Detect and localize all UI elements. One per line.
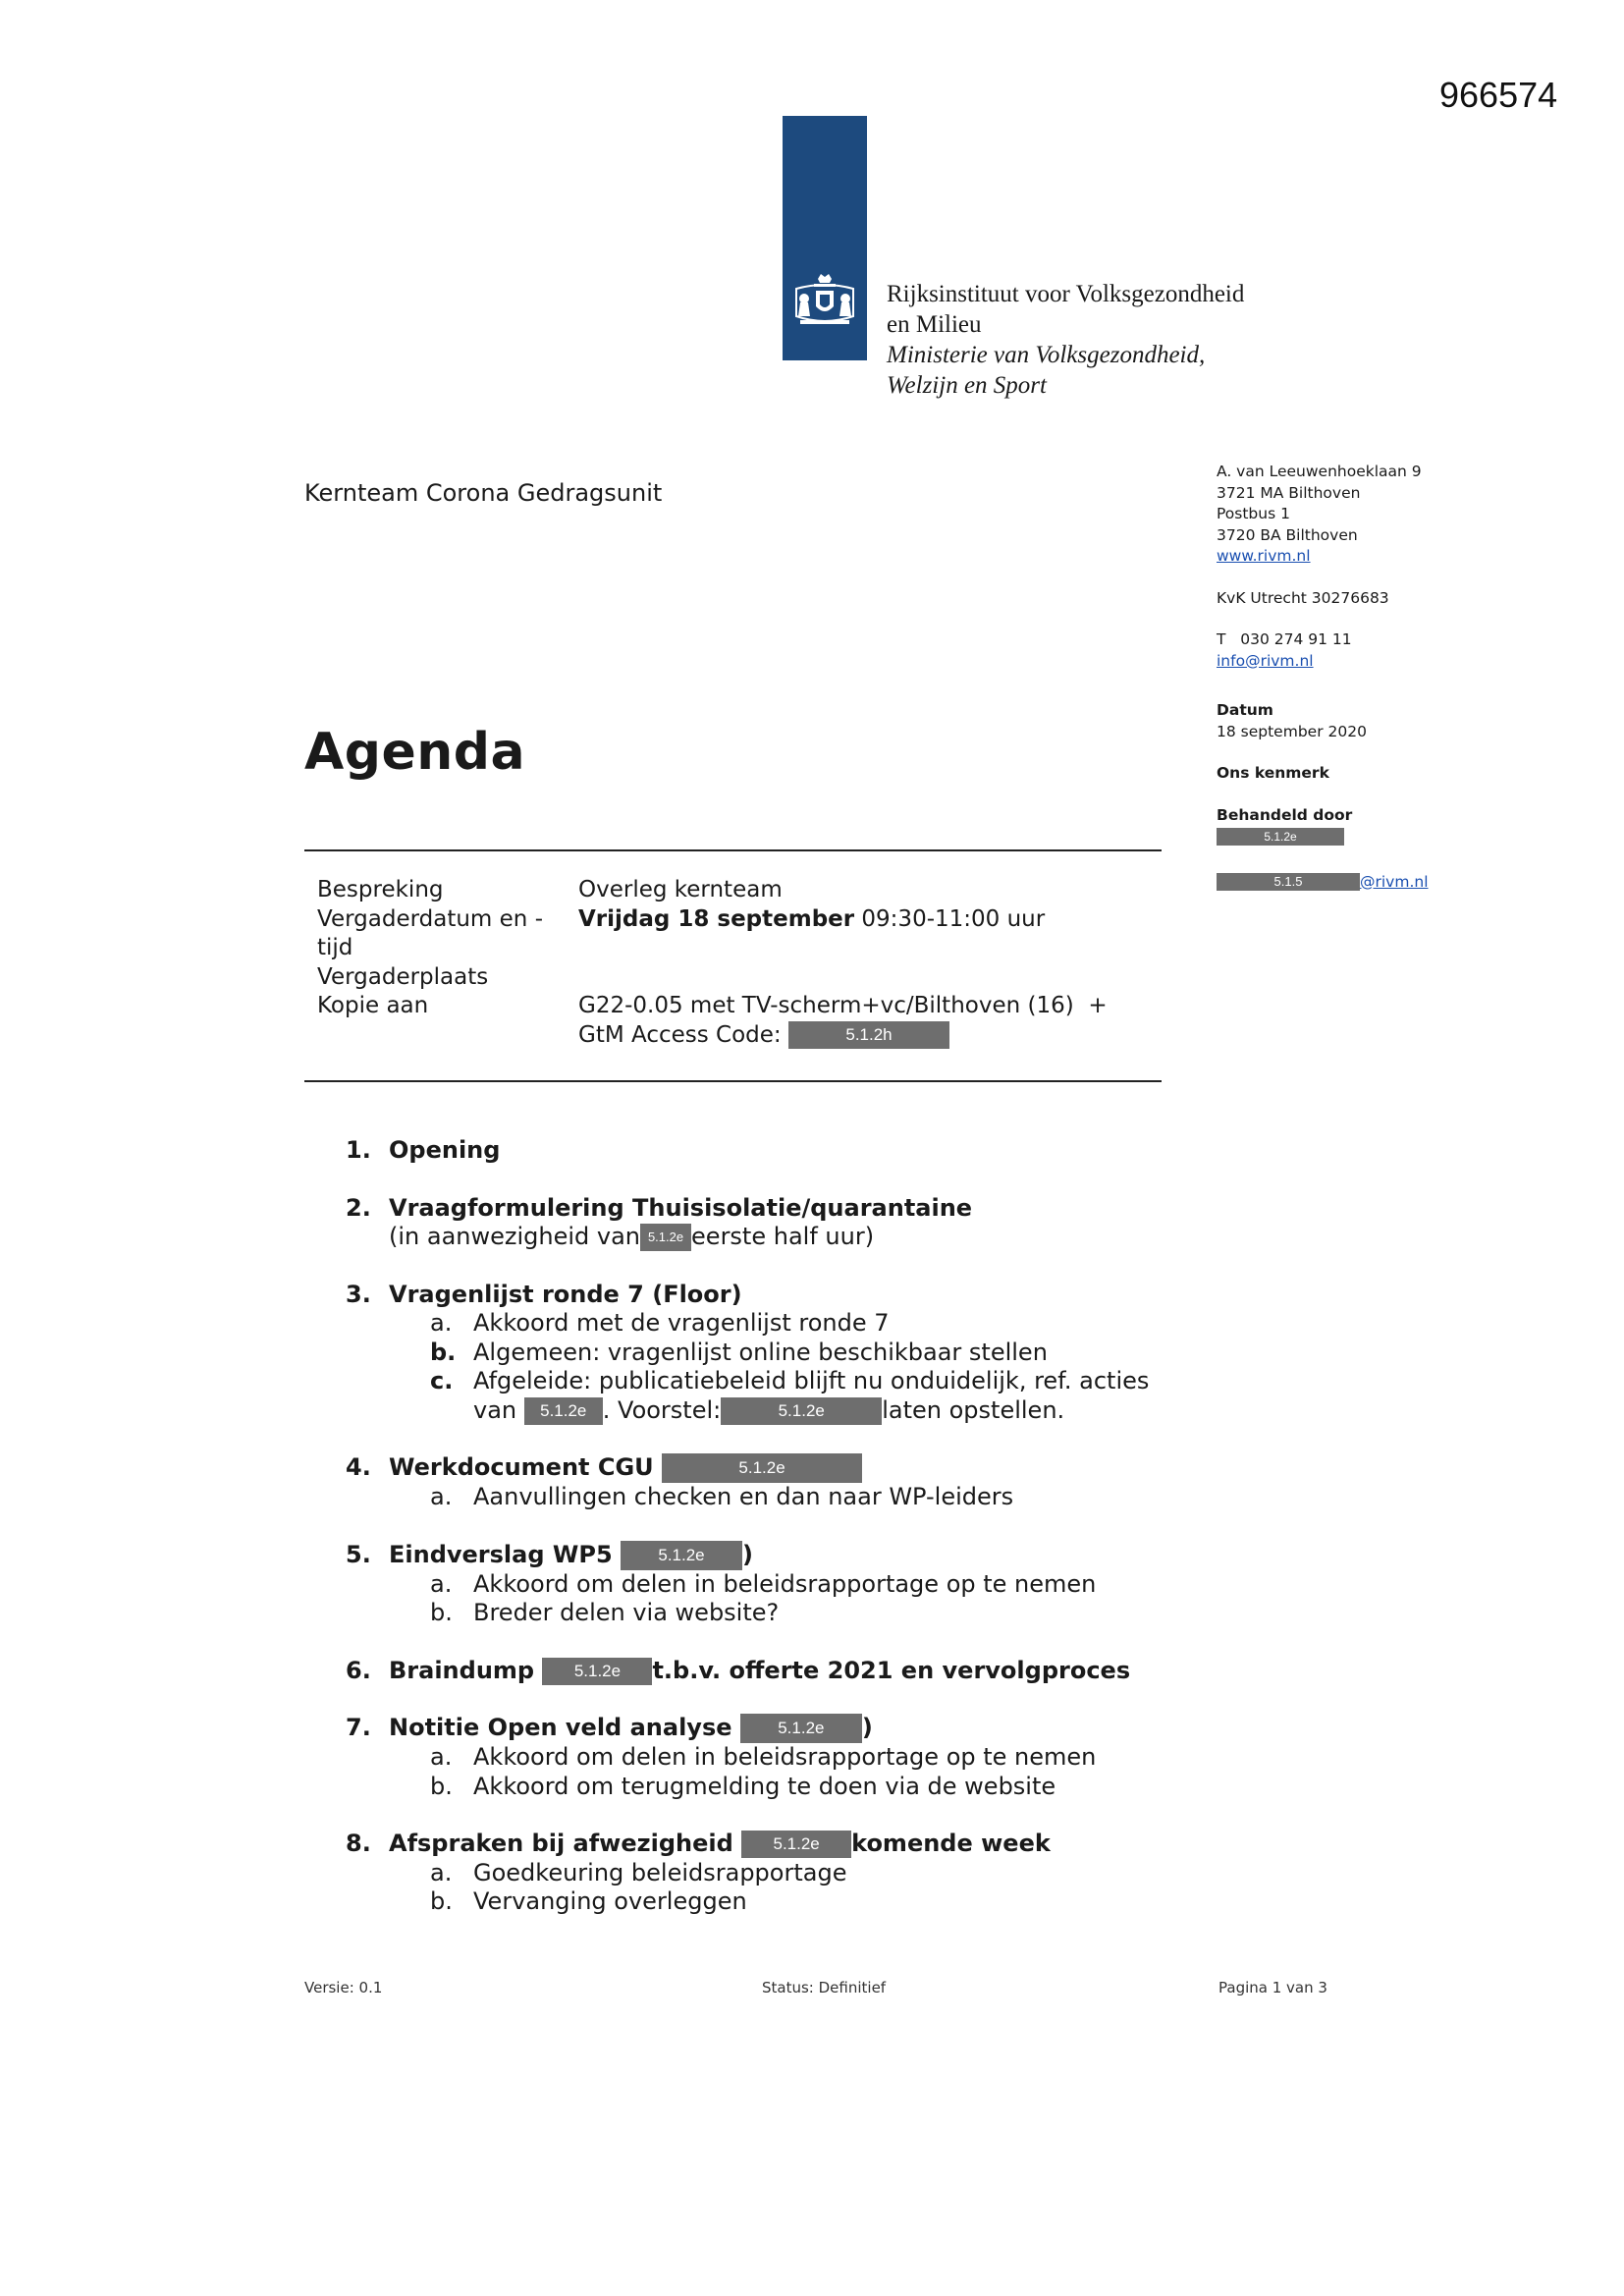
item-number: 6. (346, 1656, 371, 1684)
agenda-item (346, 1830, 1149, 1917)
email-link[interactable]: info@rivm.nl (1217, 651, 1314, 670)
royal-coat-of-arms-icon (792, 273, 857, 332)
logo-bar (783, 116, 867, 360)
sub-text: Afgeleide: publicatiebeleid blijft nu onduidelijk, ref. acties (473, 1367, 1150, 1394)
item-title: Vraagformulering Thuisisolatie/quarantaine (389, 1193, 973, 1222)
organization-name (887, 279, 1244, 401)
item-title (389, 1714, 1149, 1743)
meta-value: Overleg kernteam (578, 877, 783, 902)
agenda-item (346, 1453, 1149, 1512)
sub-label: a. (430, 1483, 453, 1510)
sub-text-part: laten opstellen. (882, 1395, 1065, 1424)
footer-version: Versie: 0.1 (304, 1979, 383, 1996)
sub-label: a. (430, 1309, 453, 1337)
item-number: 5. (346, 1540, 371, 1568)
redaction-box: 5.1.2e (721, 1397, 882, 1425)
item-number: 7. (346, 1714, 371, 1741)
redaction-box: 5.1.2e (542, 1658, 652, 1685)
title-text: Werkdocument CGU (389, 1453, 663, 1481)
datum-label: Datum (1217, 701, 1273, 719)
title-text: ) (861, 1714, 873, 1741)
phone-number: T 030 274 91 11 (1217, 630, 1352, 648)
item-title (389, 1657, 1149, 1686)
agenda-item (346, 1714, 1149, 1801)
org-line: Rijksinstituut voor Volksgezondheid (887, 281, 1245, 307)
item-title (389, 1830, 1149, 1859)
sub-item (430, 1887, 1149, 1917)
access-code-label: GtM Access Code: (578, 1021, 788, 1048)
ministry-line: Welzijn en Sport (887, 372, 1047, 399)
sub-label: a. (430, 1743, 453, 1771)
agenda-item (346, 1541, 1149, 1628)
email-domain-link[interactable]: @rivm.nl (1360, 872, 1429, 891)
address-line: A. van Leeuwenhoeklaan 9 (1217, 463, 1422, 480)
meta-label: Vergaderdatum en - (317, 905, 543, 932)
sub-label: b. (430, 1887, 453, 1915)
sub-label: c. (430, 1367, 454, 1394)
sub-label: a. (430, 1569, 453, 1598)
sub-text: Akkoord om delen in beleidsrapportage op te nemen (473, 1743, 1097, 1771)
agenda-item (346, 1281, 1149, 1426)
sub-item (430, 1367, 1149, 1425)
address-line: Postbus 1 (1217, 505, 1290, 522)
sub-item (430, 1570, 1149, 1600)
title-text: Notitie Open veld analyse (389, 1714, 740, 1741)
meta-label: Vergaderplaats (317, 963, 489, 990)
sub-item (430, 1339, 1149, 1368)
datum-value: 18 september 2020 (1217, 722, 1367, 740)
redaction-box: 5.1.2e (524, 1397, 603, 1425)
sub-label: a. (430, 1858, 453, 1886)
sub-text (473, 1396, 1149, 1426)
redaction-box: 5.1.2e (621, 1541, 742, 1570)
website-link[interactable]: www.rivm.nl (1217, 547, 1311, 565)
sub-item (430, 1483, 1149, 1512)
meeting-details (317, 876, 1108, 1050)
sender-details (1217, 462, 1429, 893)
address-line: 3720 BA Bilthoven (1217, 525, 1358, 544)
ministry-line: Ministerie van Volksgezondheid, (887, 342, 1206, 368)
document-number: 966574 (1439, 75, 1558, 115)
meta-value (578, 1021, 1108, 1051)
meta-label: Bespreking (317, 877, 444, 902)
sub-text: Algemeen: vragenlijst online beschikbaar stellen (473, 1338, 1048, 1366)
meta-value: G22-0.05 met TV-scherm+vc/Bilthoven (16) + (578, 993, 1108, 1018)
meta-label: Kopie aan (317, 993, 429, 1018)
item-title: Opening (389, 1136, 501, 1164)
sub-label: b. (430, 1338, 457, 1366)
note-text: eerste half uur) (691, 1223, 875, 1250)
sub-item (430, 1773, 1149, 1802)
page-title: Agenda (304, 723, 526, 782)
redaction-box: 5.1.2e (740, 1714, 862, 1743)
meta-label: tijd (317, 935, 353, 960)
org-line: en Milieu (887, 311, 982, 338)
sub-text: Akkoord om terugmelding te doen via de website (473, 1772, 1056, 1800)
sub-item (430, 1743, 1149, 1773)
divider (304, 1080, 1162, 1082)
title-text: komende week (851, 1830, 1051, 1857)
sub-text: Goedkeuring beleidsrapportage (473, 1858, 847, 1886)
title-text: ) (742, 1540, 753, 1568)
title-text: Eindverslag WP5 (389, 1540, 622, 1568)
sub-text: Vervanging overleggen (473, 1887, 747, 1915)
sub-text-part: . Voorstel: (602, 1395, 722, 1424)
sub-text: Akkoord met de vragenlijst ronde 7 (473, 1309, 890, 1337)
title-text: Afspraken bij afwezigheid (389, 1830, 742, 1857)
sub-text: Breder delen via website? (473, 1599, 780, 1626)
redaction-box: 5.1.2e (640, 1224, 691, 1251)
address-line: 3721 MA Bilthoven (1217, 483, 1361, 502)
sub-text-part: van (473, 1395, 524, 1424)
redaction-box: 5.1.5 (1217, 873, 1360, 891)
unit-name: Kernteam Corona Gedragsunit (304, 479, 663, 507)
sub-label: b. (430, 1772, 453, 1800)
kvk-number: KvK Utrecht 30276683 (1217, 588, 1389, 607)
item-number: 8. (346, 1830, 371, 1857)
sub-item (430, 1599, 1149, 1628)
item-number: 1. (346, 1136, 371, 1164)
divider (304, 849, 1162, 851)
redaction-box: 5.1.2h (788, 1021, 949, 1049)
sub-text: Akkoord om delen in beleidsrapportage op te nemen (473, 1569, 1097, 1598)
meeting-time: 09:30-11:00 uur (854, 905, 1046, 932)
item-title: Vragenlijst ronde 7 (Floor) (389, 1280, 742, 1308)
footer-page: Pagina 1 van 3 (1218, 1979, 1327, 1996)
meta-value (578, 905, 1108, 935)
agenda-item (346, 1657, 1149, 1686)
sub-item (430, 1859, 1149, 1888)
item-note (389, 1223, 1149, 1252)
note-text: (in aanwezigheid van (389, 1223, 641, 1250)
item-title (389, 1541, 1149, 1570)
redaction-box: 5.1.2e (662, 1453, 862, 1483)
item-number: 4. (346, 1453, 371, 1481)
meeting-date: Vrijdag 18 september (578, 905, 855, 932)
sub-label: b. (430, 1599, 453, 1626)
item-number: 3. (346, 1280, 371, 1308)
sub-item (430, 1309, 1149, 1339)
agenda-list (346, 1136, 1149, 1945)
footer-status: Status: Definitief (762, 1979, 887, 1996)
title-text: Braindump (389, 1656, 543, 1684)
item-title (389, 1453, 1149, 1483)
title-text: t.b.v. offerte 2021 en vervolgproces (652, 1656, 1131, 1684)
redaction-box: 5.1.2e (741, 1831, 851, 1858)
item-number: 2. (346, 1193, 371, 1222)
redaction-box: 5.1.2e (1217, 828, 1344, 846)
agenda-item (346, 1136, 1149, 1166)
sub-text: Aanvullingen checken en dan naar WP-leiders (473, 1483, 1014, 1510)
kenmerk-label: Ons kenmerk (1217, 764, 1329, 782)
behandeld-label: Behandeld door (1217, 805, 1353, 824)
agenda-item (346, 1194, 1149, 1252)
